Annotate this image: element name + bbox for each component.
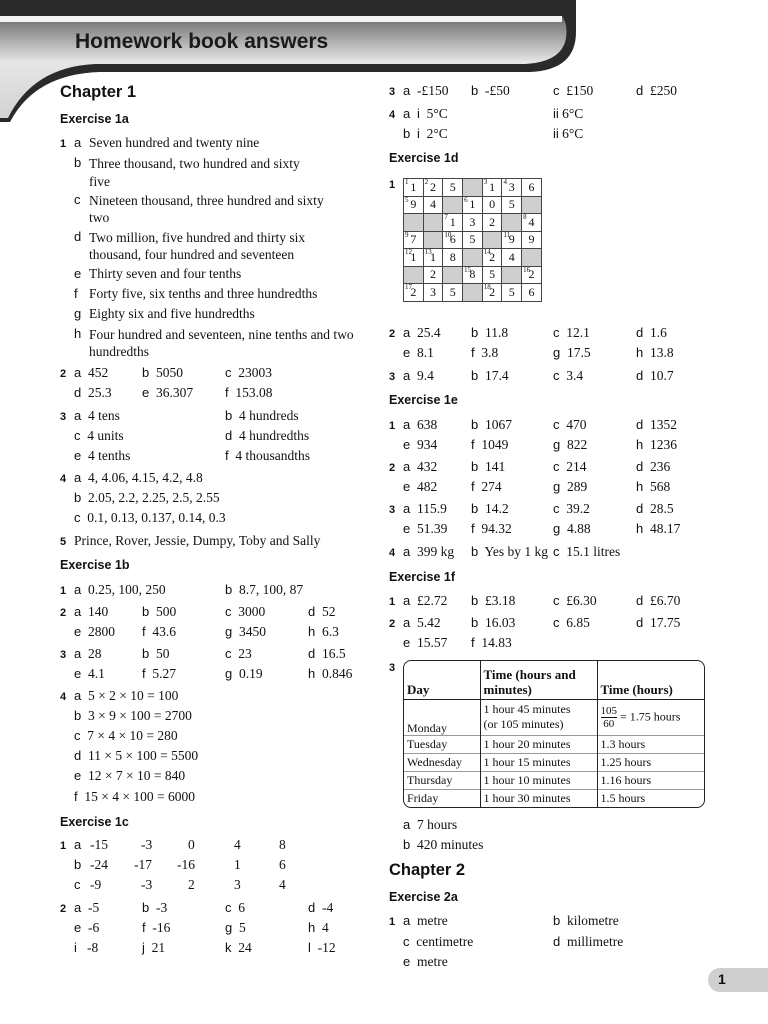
grid-clue-number: 5 — [405, 195, 409, 204]
ex1e-q3a: 115.9 — [416, 501, 447, 516]
ex1b-q2f: 43.6 — [152, 624, 176, 639]
cell-time-h-fraction — [597, 699, 704, 735]
grid-cell-blank — [463, 249, 483, 267]
chapter-2-heading: Chapter 2 — [389, 861, 466, 879]
ex1c-q1a-4: 4 — [234, 837, 241, 852]
ex1c-q2j: 21 — [151, 940, 166, 955]
exercise-1e-heading: Exercise 1e — [389, 393, 458, 407]
ex1f-q2b: 16.03 — [484, 615, 516, 630]
grid-digit: 3 — [508, 179, 515, 194]
ex1a-q1h: Four hundred and seventeen, nine tenths and two hundredths — [89, 327, 354, 359]
grid-digit: 7 — [410, 232, 417, 247]
ex1b-q2d: 52 — [321, 604, 336, 619]
grid-digit: 8 — [449, 249, 456, 264]
table-row — [404, 753, 704, 771]
grid-clue-number: 2 — [424, 178, 429, 186]
grid-cell — [463, 266, 483, 284]
ex1d-q2f: 3.8 — [481, 345, 499, 360]
grid-cell-blank — [443, 266, 463, 284]
grid-digit: 1 — [430, 249, 437, 264]
ex1f-q1a: £2.72 — [416, 593, 448, 608]
ex1e-q2d: 236 — [649, 459, 671, 474]
grid-digit: 5 — [449, 284, 456, 299]
exercise-1f-heading: Exercise 1f — [389, 570, 456, 584]
grid-digit: 5 — [469, 232, 476, 247]
ex1b-q3b: 50 — [155, 646, 170, 661]
grid-cell — [522, 266, 542, 284]
ex1e-q3g: 4.88 — [566, 521, 591, 536]
grid-digit: 0 — [489, 197, 496, 212]
ex1b-q4f: 15 × 4 × 100 = 6000 — [84, 789, 195, 804]
grid-clue-number: 4 — [503, 178, 507, 186]
ex1a-q2d: 25.3 — [87, 385, 112, 400]
ex1c-q4b-i: 2°C — [426, 126, 448, 141]
ex1c-q1a-5: 8 — [279, 837, 286, 852]
ex1a-q1g: Eighty six and five hundredths — [89, 306, 255, 321]
grid-cell — [522, 284, 542, 302]
ex1c-q2a: -5 — [87, 900, 100, 915]
grid-cell — [502, 249, 522, 267]
exercise-1d-heading: Exercise 1d — [389, 151, 459, 165]
ex1a-q4a: 4, 4.06, 4.15, 4.2, 4.8 — [87, 470, 203, 485]
ex1e-q1c: 470 — [566, 417, 587, 432]
cell-time-h: 1.25 hours — [597, 753, 704, 771]
ex2a-q1e: metre — [416, 954, 448, 969]
grid-clue-number: 7 — [444, 213, 448, 221]
grid-cell — [404, 196, 424, 214]
fraction-numerator: 105 — [600, 704, 617, 717]
ex1b-q3c: 23 — [238, 646, 252, 661]
ex1a-q2f: 153.08 — [235, 385, 273, 400]
ex1f-q2e: 15.57 — [416, 635, 448, 650]
grid-cell — [502, 179, 522, 197]
ex1b-q3f: 5.27 — [152, 666, 176, 681]
ex1c-q1a-1: -15 — [90, 837, 108, 852]
ex1b-q3d: 16.5 — [321, 646, 346, 661]
ex1d-q2e: 8.1 — [416, 345, 434, 360]
grid-cell — [482, 179, 502, 197]
exercise-1c-heading: Exercise 1c — [60, 815, 129, 829]
grid-digit: 2 — [489, 249, 496, 264]
cell-time-hm: 1 hour 15 minutes — [480, 753, 597, 771]
grid-cell — [443, 249, 463, 267]
page-number-tab — [708, 968, 768, 992]
ex1e-q4b: Yes by 1 kg — [484, 544, 549, 559]
ex1c-q1b-3: -16 — [177, 857, 195, 872]
grid-clue-number: 13 — [424, 248, 432, 256]
ex1f-q2f: 14.83 — [481, 635, 512, 650]
grid-cell — [482, 196, 502, 214]
grid-digit: 6 — [528, 284, 535, 299]
ex1e-q2c: 214 — [566, 459, 587, 474]
grid-digit: 5 — [508, 284, 515, 299]
grid-cell — [502, 196, 522, 214]
grid-cell-blank — [404, 266, 424, 284]
cell-day: Monday — [404, 699, 480, 735]
ex1d-q2h: 13.8 — [649, 345, 674, 360]
ex1b-q4b: 3 × 9 × 100 = 2700 — [87, 708, 192, 723]
ex1d-q2d: 1.6 — [649, 325, 667, 340]
fraction-denominator: 60 — [603, 717, 615, 730]
grid-clue-number: 10 — [444, 230, 452, 239]
grid-cell-blank — [463, 179, 483, 197]
ex1b-q3g: 0.19 — [238, 666, 263, 681]
ex1c-q1b-4: 1 — [234, 857, 241, 872]
ex1d-q3a: 9.4 — [416, 368, 434, 383]
ex1e-q1b: 1067 — [484, 417, 512, 432]
exercise-2a-heading: Exercise 2a — [389, 890, 458, 904]
grid-digit: 6 — [449, 232, 456, 247]
ex1d-q3c: 3.4 — [566, 368, 584, 383]
ex1b-q4e: 12 × 7 × 10 = 840 — [87, 768, 186, 783]
grid-clue-number: 6 — [464, 195, 468, 204]
grid-cell-blank — [482, 231, 502, 249]
cross-number-grid — [403, 178, 542, 302]
ex1f-q2d: 17.75 — [649, 615, 681, 630]
ex1b-q2g: 3450 — [238, 624, 266, 639]
grid-digit: 4 — [528, 214, 535, 229]
grid-cell — [443, 231, 463, 249]
ex1a-q2c: 23003 — [238, 365, 272, 380]
table-row — [404, 699, 704, 735]
ex2a-q1c: centimetre — [416, 934, 474, 949]
grid-cell-blank — [404, 214, 424, 232]
ex1d-q3d: 10.7 — [649, 368, 674, 383]
ex1c-q2e: -6 — [87, 920, 100, 935]
grid-digit: 8 — [469, 267, 476, 282]
cell-day: Wednesday — [404, 753, 480, 771]
grid-cell — [463, 214, 483, 232]
ex1f-q2a: 5.42 — [416, 615, 441, 630]
ex1d-q2g: 17.5 — [566, 345, 591, 360]
ex1c-q2h: 4 — [321, 920, 329, 935]
grid-digit: 5 — [449, 179, 456, 194]
grid-cell-blank — [522, 249, 542, 267]
ex1c-q3b: -£50 — [484, 83, 510, 98]
grid-row — [404, 214, 542, 232]
grid-clue-number: 9 — [405, 230, 409, 239]
ex1a-q3f: 4 thousandths — [235, 448, 311, 463]
ex1c-q2f: -16 — [152, 920, 171, 935]
grid-digit: 2 — [430, 267, 437, 282]
grid-cell — [502, 231, 522, 249]
grid-cell — [404, 179, 424, 197]
grid-digit: 9 — [508, 232, 515, 247]
ex1e-q2a: 432 — [416, 459, 438, 474]
ex1c-q2g: 5 — [238, 920, 246, 935]
ex1e-q3f: 94.32 — [481, 521, 512, 536]
ex1c-q1b-5: 6 — [279, 857, 286, 872]
ex1c-q1c-5: 4 — [279, 877, 286, 892]
grid-cell-blank — [502, 214, 522, 232]
grid-cell — [443, 284, 463, 302]
table-row — [404, 789, 704, 807]
ex1b-q2h: 6.3 — [321, 624, 339, 639]
ex1f-q1c: £6.30 — [566, 593, 597, 608]
cell-day: Thursday — [404, 771, 480, 789]
grid-digit: 5 — [508, 197, 515, 212]
ex1d-q2c: 12.1 — [566, 325, 590, 340]
grid-clue-number: 12 — [405, 248, 412, 256]
grid-cell-blank — [463, 284, 483, 302]
grid-cell — [423, 284, 443, 302]
ex1c-q1b-1: -24 — [90, 857, 108, 872]
grid-digit: 4 — [508, 249, 515, 264]
ex1a-q3d: 4 hundredths — [238, 428, 310, 443]
ex1c-q4a-i: 5°C — [426, 106, 448, 121]
ex1b-q3a: 28 — [87, 646, 102, 661]
grid-cell — [482, 284, 502, 302]
ex1a-q1a: Seven hundred and twenty nine — [89, 135, 260, 150]
ex1c-q4a-ii: 6°C — [562, 106, 584, 121]
ex1c-q4b-ii: 6°C — [562, 126, 584, 141]
grid-cell-blank — [502, 266, 522, 284]
grid-clue-number: 3 — [483, 178, 488, 186]
grid-digit: 2 — [489, 284, 496, 299]
grid-cell-blank — [443, 196, 463, 214]
ex1e-q2h: 568 — [649, 479, 671, 494]
cell-time-hm: 1 hour 20 minutes — [480, 735, 597, 753]
grid-cell — [502, 284, 522, 302]
ex1a-q1d: Two million, five hundred and thirty six thousand, four hundred and seventeen — [89, 230, 306, 262]
table-row — [404, 771, 704, 789]
cell-day: Tuesday — [404, 735, 480, 753]
ex1c-q2l: -12 — [317, 940, 336, 955]
grid-digit: 1 — [449, 214, 456, 229]
ex2a-q1a: metre — [416, 913, 448, 928]
grid-cell-blank — [423, 231, 443, 249]
ex1f-q2c: 6.85 — [566, 615, 590, 630]
ex1e-q4a: 399 kg — [416, 544, 455, 559]
ex1a-q2b: 5050 — [155, 365, 183, 380]
grid-row — [404, 266, 542, 284]
ex1d-q2a: 25.4 — [416, 325, 441, 340]
grid-cell — [522, 179, 542, 197]
ex1a-q3e: 4 tenths — [87, 448, 131, 463]
ex1c-q2d: -4 — [321, 900, 334, 915]
grid-row — [404, 231, 542, 249]
exercise-1a-heading: Exercise 1a — [60, 112, 129, 126]
ex1c-q2k: 24 — [238, 940, 252, 955]
grid-cell — [482, 214, 502, 232]
grid-cell — [463, 196, 483, 214]
grid-row — [404, 249, 542, 267]
grid-digit: 1 — [410, 179, 417, 194]
ex1a-q5: Prince, Rover, Jessie, Dumpy, Toby and Sally — [74, 533, 321, 548]
page-number: 1 — [718, 971, 726, 987]
table-header-day: Day — [404, 661, 480, 699]
ex1b-q4c: 7 × 4 × 10 = 280 — [87, 728, 178, 743]
ex2a-q1d: millimetre — [566, 934, 624, 949]
grid-digit: 9 — [528, 232, 535, 247]
grid-digit: 1 — [489, 179, 496, 194]
table-header-time-h: Time (hours) — [597, 661, 704, 699]
ex1e-q3b: 14.2 — [484, 501, 509, 516]
ex1b-q2c: 3000 — [238, 604, 266, 619]
ex1b-q3h: 0.846 — [321, 666, 353, 681]
grid-cell — [463, 231, 483, 249]
ex1e-q1d: 1352 — [649, 417, 677, 432]
ex1f-q3b: 420 minutes — [416, 837, 484, 852]
ex1e-q3h: 48.17 — [649, 521, 681, 536]
grid-clue-number: 18 — [483, 283, 491, 291]
ex1c-q2b: -3 — [155, 900, 168, 915]
time-table — [403, 660, 705, 808]
exercise-1b-heading: Exercise 1b — [60, 558, 130, 572]
ex1c-q1c-1: -9 — [90, 877, 102, 892]
ex1c-q1a-3: 0 — [188, 837, 195, 852]
table-row — [404, 735, 704, 753]
cell-time-h: 1.16 hours — [597, 771, 704, 789]
cell-time-hm: 1 hour 10 minutes — [480, 771, 597, 789]
ex1c-q1a-2: -3 — [141, 837, 153, 852]
ex1e-q3e: 51.39 — [416, 521, 448, 536]
ex1c-q1c-4: 3 — [234, 877, 241, 892]
grid-digit: 1 — [469, 197, 476, 212]
cell-day: Friday — [404, 789, 480, 807]
ex1a-q1e: Thirty seven and four tenths — [89, 266, 242, 281]
ex1c-q2i: -8 — [87, 940, 99, 955]
grid-cell — [443, 179, 463, 197]
ex1a-q4c: 0.1, 0.13, 0.137, 0.14, 0.3 — [87, 510, 226, 525]
grid-clue-number: 17 — [405, 283, 412, 291]
grid-cell-blank — [522, 196, 542, 214]
ex1c-q1c-3: 2 — [188, 877, 195, 892]
grid-digit: 3 — [430, 284, 437, 299]
ex1c-q3d: £250 — [649, 83, 677, 98]
ex1a-q3c: 4 units — [87, 428, 124, 443]
ex1c-q1c-2: -3 — [141, 877, 153, 892]
grid-digit: 9 — [410, 197, 417, 212]
grid-row — [404, 196, 542, 214]
grid-cell — [404, 249, 424, 267]
grid-clue-number: 16 — [523, 265, 531, 274]
grid-digit: 2 — [528, 267, 535, 282]
ex1a-q2e: 36.307 — [155, 385, 194, 400]
cell-time-h: 1.5 hours — [597, 789, 704, 807]
grid-digit: 6 — [528, 179, 535, 194]
ex1b-q2e: 2800 — [87, 624, 115, 639]
grid-clue-number: 11 — [503, 230, 511, 239]
page-title: Homework book answers — [75, 30, 329, 53]
ex1e-q1g: 822 — [566, 437, 588, 452]
grid-clue-number: 15 — [464, 265, 472, 274]
ex1e-q1e: 934 — [416, 437, 438, 452]
grid-clue-number: 1 — [405, 178, 409, 186]
ex1c-q1b-2: -17 — [134, 857, 152, 872]
grid-clue-number: 14 — [483, 248, 491, 256]
grid-digit: 2 — [410, 284, 417, 299]
ex1b-q3e: 4.1 — [87, 666, 105, 681]
ex1f-q3a: 7 hours — [416, 817, 458, 832]
ex1b-q2a: 140 — [87, 604, 109, 619]
ex1c-q2c: 6 — [238, 900, 245, 915]
ex1b-q1a: 0.25, 100, 250 — [87, 582, 166, 597]
ex2a-q1b: kilometre — [566, 913, 619, 928]
ex1c-q3a: -£150 — [416, 83, 449, 98]
ex1a-q4b: 2.05, 2.2, 2.25, 2.5, 2.55 — [87, 490, 220, 505]
ex1e-q2f: 274 — [481, 479, 502, 494]
grid-digit: 4 — [430, 197, 437, 212]
grid-cell — [423, 196, 443, 214]
grid-cell — [423, 266, 443, 284]
ex1a-q3a: 4 tens — [87, 408, 120, 423]
grid-cell — [482, 266, 502, 284]
grid-row — [404, 179, 542, 197]
grid-digit: 2 — [489, 214, 496, 229]
grid-row — [404, 284, 542, 302]
ex1a-q3b: 4 hundreds — [238, 408, 299, 423]
ex1e-q1a: 638 — [416, 417, 438, 432]
ex1f-q1b: £3.18 — [484, 593, 516, 608]
ex1a-q1b: Three thousand, two hundred and sixty five — [89, 156, 300, 189]
grid-cell — [522, 231, 542, 249]
grid-digit: 2 — [430, 179, 437, 194]
cell-time-hm: 1 hour 30 minutes — [480, 789, 597, 807]
cell-time-hm-line1: 1 hour 45 minutes — [483, 702, 571, 716]
grid-digit: 1 — [410, 249, 417, 264]
ex1e-q2e: 482 — [416, 479, 438, 494]
grid-digit: 3 — [469, 214, 476, 229]
ex1a-q1f: Forty five, six tenths and three hundredths — [89, 286, 318, 301]
ex1b-q2b: 500 — [155, 604, 177, 619]
ex1a-q1c: Nineteen thousand, three hundred and sixty two — [89, 193, 324, 225]
ex1a-q2a: 452 — [87, 365, 109, 380]
cell-time-h: 1.3 hours — [597, 735, 704, 753]
ex1e-q1f: 1049 — [481, 437, 509, 452]
ex1e-q3c: 39.2 — [566, 501, 590, 516]
table-header-time-hm: Time (hours and minutes) — [480, 661, 597, 699]
ex1d-q3b: 17.4 — [484, 368, 509, 383]
grid-cell-blank — [423, 214, 443, 232]
ex1e-q2b: 141 — [484, 459, 506, 474]
chapter-1-heading: Chapter 1 — [60, 83, 137, 101]
grid-cell — [404, 231, 424, 249]
cell-time-hm-line2: (or 105 minutes) — [483, 717, 564, 731]
ex1d-q2b: 11.8 — [484, 325, 509, 340]
ex1b-q4d: 11 × 5 × 100 = 5500 — [87, 748, 199, 763]
ex1c-q3c: £150 — [566, 83, 594, 98]
fraction-result: = 1.75 hours — [620, 708, 681, 723]
grid-digit: 5 — [489, 267, 496, 282]
ex1f-q1d: £6.70 — [649, 593, 681, 608]
grid-clue-number: 8 — [523, 213, 527, 221]
grid-cell — [404, 284, 424, 302]
grid-cell — [482, 249, 502, 267]
ex1e-q4c: 15.1 litres — [566, 544, 621, 559]
grid-cell — [443, 214, 463, 232]
ex1b-q4a: 5 × 2 × 10 = 100 — [87, 688, 179, 703]
ex1e-q1h: 1236 — [649, 437, 677, 452]
ex1e-q2g: 289 — [566, 479, 588, 494]
ex1e-q3d: 28.5 — [649, 501, 674, 516]
grid-cell — [423, 249, 443, 267]
ex1b-q1b: 8.7, 100, 87 — [238, 582, 304, 597]
grid-cell — [423, 179, 443, 197]
grid-cell — [522, 214, 542, 232]
